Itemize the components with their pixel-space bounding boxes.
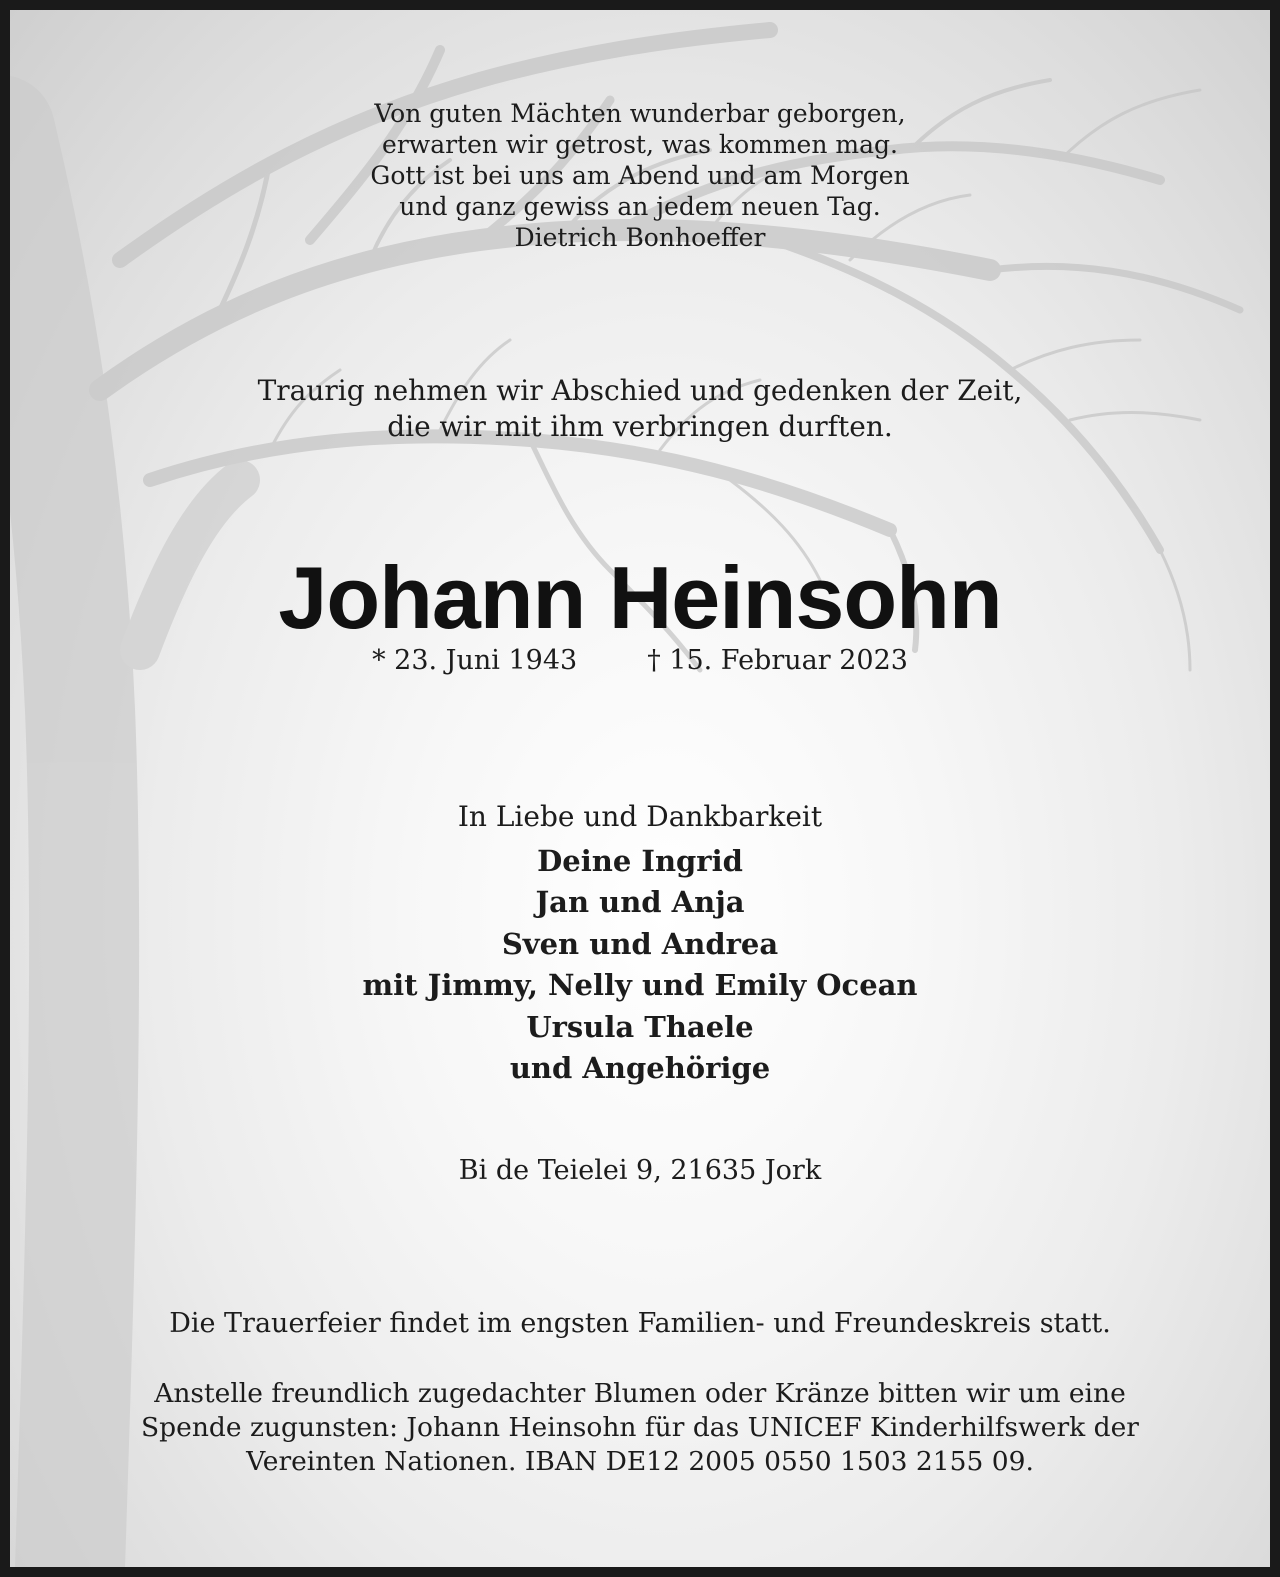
donation-line: Anstelle freundlich zugedachter Blumen oder Kränze bitten wir um eine: [154, 1378, 1126, 1409]
mourners-intro: In Liebe und Dankbarkeit: [457, 800, 823, 833]
address: Bi de Teielei 9, 21635 Jork: [458, 1155, 822, 1186]
mourner-name: Sven und Andrea: [501, 927, 779, 961]
verse-author: Dietrich Bonhoeffer: [514, 223, 766, 252]
mourner-name: Jan und Anja: [535, 885, 745, 919]
mourner-name: Deine Ingrid: [537, 844, 743, 878]
verse-line: erwarten wir getrost, was kommen mag.: [382, 130, 898, 159]
verse-line: Von guten Mächten wunderbar geborgen,: [374, 99, 906, 128]
donation-line: Spende zugunsten: Johann Heinsohn für das UNICEF Kinderhilfswerk der: [141, 1412, 1139, 1443]
birth-date: * 23. Juni 1943: [372, 645, 578, 676]
death-date: † 15. Februar 2023: [647, 645, 908, 676]
mourner-name: mit Jimmy, Nelly und Emily Ocean: [362, 968, 918, 1002]
mourner-name: Ursula Thaele: [526, 1010, 754, 1044]
verse-line: Gott ist bei uns am Abend und am Morgen: [370, 161, 910, 190]
verse-line: und ganz gewiss an jedem neuen Tag.: [399, 192, 881, 221]
funeral-notice: Die Trauerfeier findet im engsten Familien- und Freundeskreis statt.: [169, 1308, 1111, 1339]
farewell-line: die wir mit ihm verbringen durften.: [387, 410, 893, 443]
donation-line: Vereinten Nationen. IBAN DE12 2005 0550 1503 2155 09.: [246, 1446, 1034, 1477]
deceased-name: Johann Heinsohn: [278, 548, 1002, 647]
farewell-line: Traurig nehmen wir Abschied und gedenken der Zeit,: [257, 374, 1023, 407]
life-dates: [10, 644, 1270, 678]
mourner-name: und Angehörige: [509, 1051, 771, 1085]
